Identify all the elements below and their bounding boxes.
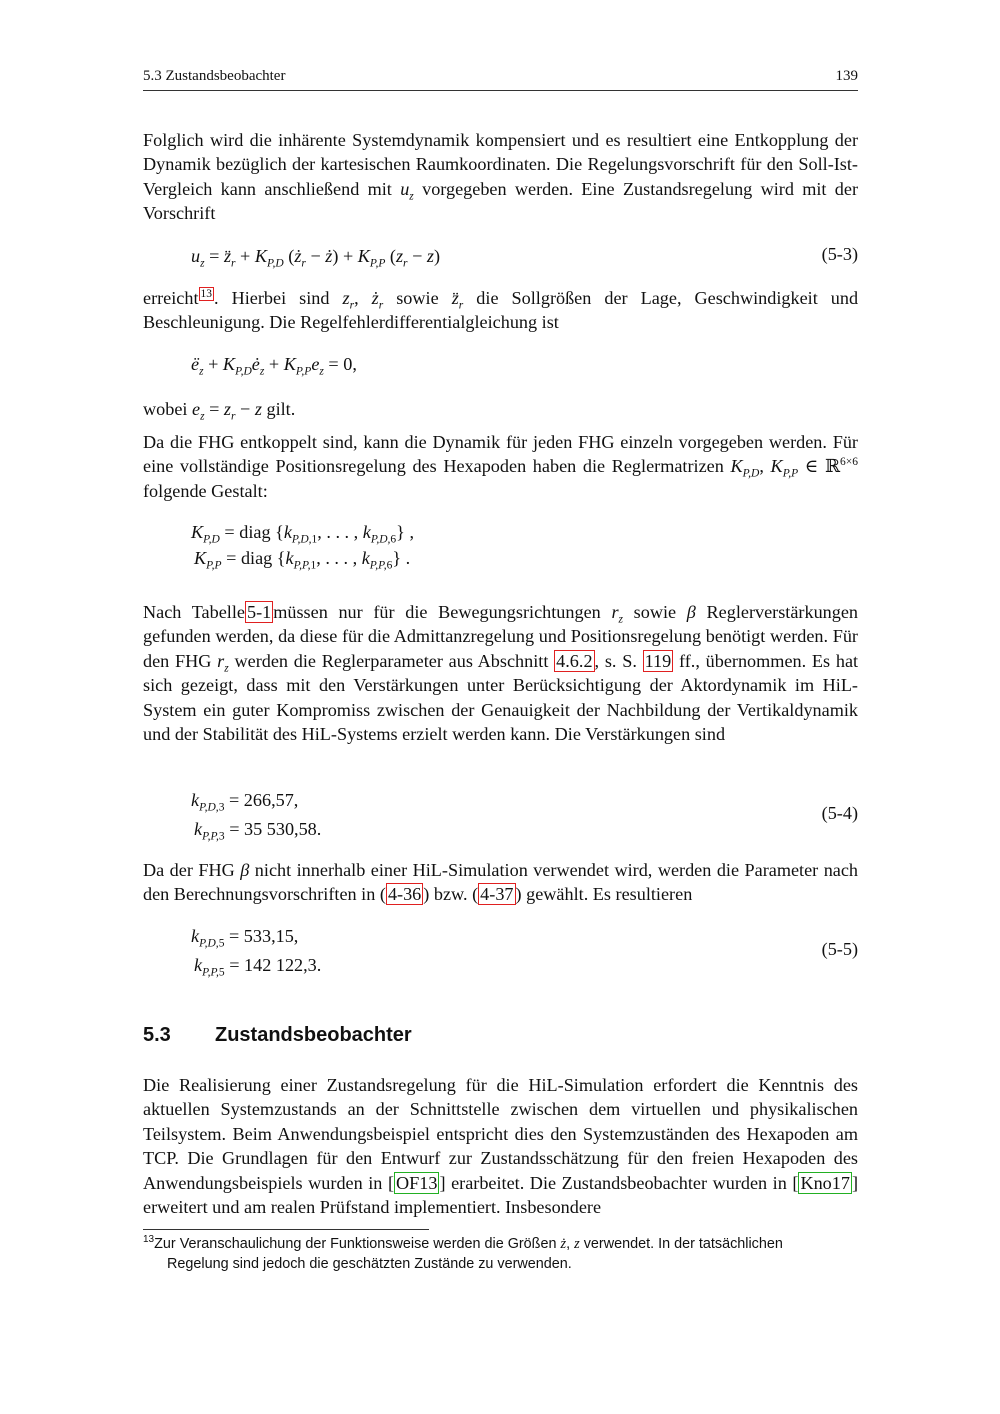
- paragraph-2: erreicht $^{13}$ . Hierbei sind $z_r$, $ż_r$ sowie $z̈_r$ die Sollgrößen der Lage, Geschwindigkeit und Beschleunigung. Die Regelfehlerdifferentialgleichung ist: [143, 287, 859, 333]
- equation-ref-4-36[interactable]: 4-36: [387, 884, 422, 905]
- section-heading: [143, 1024, 412, 1047]
- paragraph-1: Folglich wird die inhärente Systemdynamik kompensiert und es resultiert eine Entkopplung der Dynamik bezüglich der kartesischen Raumkoordinaten. Die Regelungsvorschrift für den Soll-Ist-Vergleich kann anschließend mit $u_z$ vorgegeben werden. Eine Zustandsregelung wird mit der Vorschrift: [143, 130, 859, 224]
- error-differential-equation: $ë_z$ + $K_{P,D}ė_z + K_{P,P}e_z = 0$,: [191, 354, 357, 378]
- running-header: [143, 68, 858, 91]
- footnote-ref-13[interactable]: 13: [200, 287, 213, 300]
- section-number: 5.3: [143, 1024, 171, 1046]
- equation-number-5-3: (5-3): [821, 244, 858, 264]
- paragraph-5: Nach Tabelle 5-1 müssen nur für die Bewegungsrichtungen $r_z$ sowie β Reglerverstärkungen gefunden werden, da diese für die Admittanzregelung und Positionsregelung benötigt werden. Für den FHG $r_z$ werden die Reglerparameter aus Abschnitt 4.6.2 , s. S. 119 ff., übernommen. Es hat sich gezeigt, dass mit den Verstärkungen unter Berücksichtigung der Aktordynamik im HiL-System ein guter Kompromiss zwischen der Genauigkeit der Nachbildung der Vertikaldynamik und der Stabilität des HiL-Systems erzielt werden kann. Die Verstärkungen sind: [143, 602, 859, 745]
- table-ref-link[interactable]: 5-1: [246, 602, 272, 622]
- paragraph-7: Die Realisierung einer Zustandsregelung für die HiL-Simulation erfordert die Kenntnis des aktuellen Systemzustands an der Schnittstelle zwischen dem virtuellen und physikalischen Teilsystem. Beim Anwendungsbeispiel entspricht dies den Systemzuständen des Hexapoden am TCP. Die Grundlagen für den Entwurf zur Zustandsschätzung für den freien Hexapoden des Anwendungsbeispiels wurden in [ OF13 ] erarbeitet. Die Zustandsbeobachter wurden in [ Kno17 ] erweitert und am realen Prüfstand implementiert. Insbesondere: [143, 1075, 859, 1218]
- paragraph-6: Da der FHG β nicht innerhalb einer HiL-Simulation verwendet wird, werden die Parameter nach den Berechnungsvorschriften in ( 4-36 ) bzw. ( 4-37 ) gewählt. Es resultieren: [143, 860, 859, 905]
- header-section-title: 5.3 Zustandsbeobachter: [143, 68, 286, 84]
- page-ref-link[interactable]: 119: [644, 650, 672, 671]
- section-title: Zustandsbeobachter: [215, 1024, 412, 1046]
- footnote-line-2: Regelung sind jedoch die geschätzten Zustände zu verwenden.: [167, 1256, 572, 1272]
- equation-5-3: $u_z$ = $z̈_r + K_{P,D}$ ($ż_r$ − ż) + $K_{P,P}$ $(z_r - z)$ (5-3): [191, 244, 858, 270]
- footnote-mark: 13: [143, 1234, 155, 1246]
- citation-OF13[interactable]: OF13: [396, 1172, 438, 1193]
- citation-Kno17[interactable]: Kno17: [800, 1172, 850, 1193]
- equation-ref-4-37[interactable]: 4-37: [480, 884, 514, 905]
- equation-number-5-4: (5-4): [821, 803, 858, 823]
- paragraph-3: wobei $e_z = z_r - z$ gilt.: [143, 399, 296, 423]
- footnote: $^{13}$Zur Veranschaulichung der Funktionsweise werden die Größen ż, z verwendet. In der tatsächlichen Regelung sind jedoch die geschätzten Zustände zu verwenden.: [143, 1234, 858, 1274]
- section-ref-link[interactable]: 4.6.2: [556, 650, 593, 671]
- equation-5-5: $k_{P,D,5} = 533,15$, $k_{P,P,5} = 142$ 122,3. (5-5): [191, 926, 858, 979]
- footnote-rule: [143, 1229, 429, 1230]
- gain-matrices: $K_{P,D}$ = diag {$k_{P,D,1}$, . . . , $k_{P,D,6}$} , $K_{P,P}$ = diag {$k_{P,P,1}$, . . . , $k_{P,P,6}$} .: [191, 522, 414, 572]
- header-page-number: 139: [835, 68, 858, 84]
- equation-number-5-5: (5-5): [821, 939, 858, 959]
- paragraph-4: Da die FHG entkoppelt sind, kann die Dynamik für jeden FHG einzeln vorgegeben werden. Für eine vollständige Positionsregelung des Hexapoden haben die Reglermatrizen $K_{P,D}$, $K_{P,P}$ ∈ ℝ$^{6\times 6}$ folgende Gestalt:: [143, 432, 858, 501]
- equation-5-4: $k_{P,D,3} = 266,57$, $k_{P,P,3} = 35$ 530,58. (5-4): [191, 790, 858, 843]
